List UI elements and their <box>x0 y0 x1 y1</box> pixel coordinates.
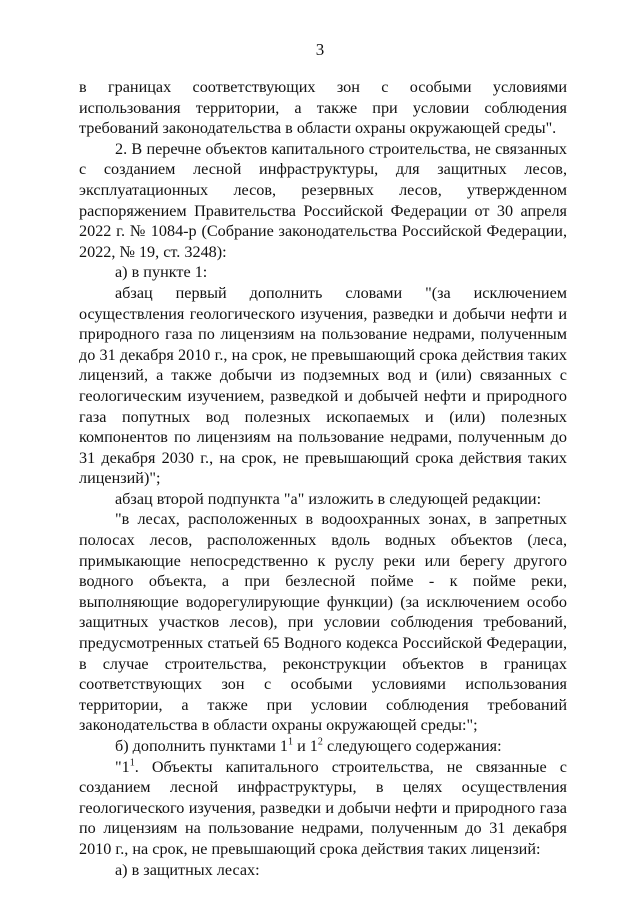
text-segment: б) дополнить пунктами 1 <box>115 737 289 755</box>
paragraph-first-abzac: абзац первый дополнить словами "(за исключением осуществления геологического изучения, разведки и добычи нефти и природного газа по лицензиям на пользование недрами, полученным до 31 декабря 2010 г., на срок, не превышающий срока действия таких лицензий, а также добычи из подземных вод и (или) связанных с геологическим изучением, разведкой и добычей нефти и природного газа попутных вод полезных ископаемых и (или) полезных компонентов по лицензиям на пользование недрами, полученным до 31 декабря 2030 г., на срок, не превышающий срока действия таких лицензий)"; <box>79 283 567 488</box>
paragraph-second-abzac: абзац второй подпункта "а" изложить в следующей редакции: <box>115 489 542 508</box>
paragraph-subitem-b <box>79 736 567 757</box>
paragraph-protective-forests: а) в защитных лесах: <box>115 860 260 879</box>
document-body <box>79 77 567 880</box>
paragraph-quoted-text: "в лесах, расположенных в водоохранных зонах, в запретных полосах лесов, расположенных вдоль водных объектов (леса, примыкающие непосредственно к руслу реки или берегу другого водного объекта, а при безлесной пойме - к пойме реки, выполняющие водорегулирующие функции) (за исключением особо защитных участков лесов), при условии соблюдения требований, предусмотренных статьей 65 Водного кодекса Российской Федерации, в случае строительства, реконструкции объектов в границах соответствующих зон с особыми условиями использования территории, а также при условии соблюдения требований законодательства в области охраны окружающей среды:"; <box>79 510 567 735</box>
paragraph-subitem-a: а) в пункте 1: <box>115 263 208 282</box>
text-segment: и 1 <box>293 737 318 755</box>
paragraph-continuation: в границах соответствующих зон с особыми условиями использования территории, а также при условии соблюдения требований законодательства в области охраны окружающей среды". <box>79 78 567 138</box>
text-segment: следующего содержания: <box>322 737 502 755</box>
text-segment: . Объекты капитального строительства, не связанные с созданием лесной инфраструктуры, в целях осуществления геологического изучения, разведки и добычи нефти и природного газа по лицензиям на пользование недрами, полученным до 31 декабря 2010 г., на срок, не превышающий срока действия таких лицензий: <box>79 757 567 858</box>
superscript: 2 <box>317 736 323 748</box>
paragraph-item-2: 2. В перечне объектов капитального строительства, не связанных с созданием лесной инфраструктуры, для защитных лесов, эксплуатационных лесов, резервных лесов, утвержденном распоряжением Правительства Российской Федерации от 30 апреля 2022 г. № 1084-р (Собрание законодательства Российской Федерации, 2022, № 19, ст. 3248): <box>79 139 567 261</box>
text-segment: "1 <box>115 757 130 776</box>
superscript: 1 <box>288 736 294 748</box>
superscript: 1 <box>129 757 135 769</box>
paragraph-point-1-1 <box>79 757 567 860</box>
page-number: 3 <box>315 40 325 59</box>
